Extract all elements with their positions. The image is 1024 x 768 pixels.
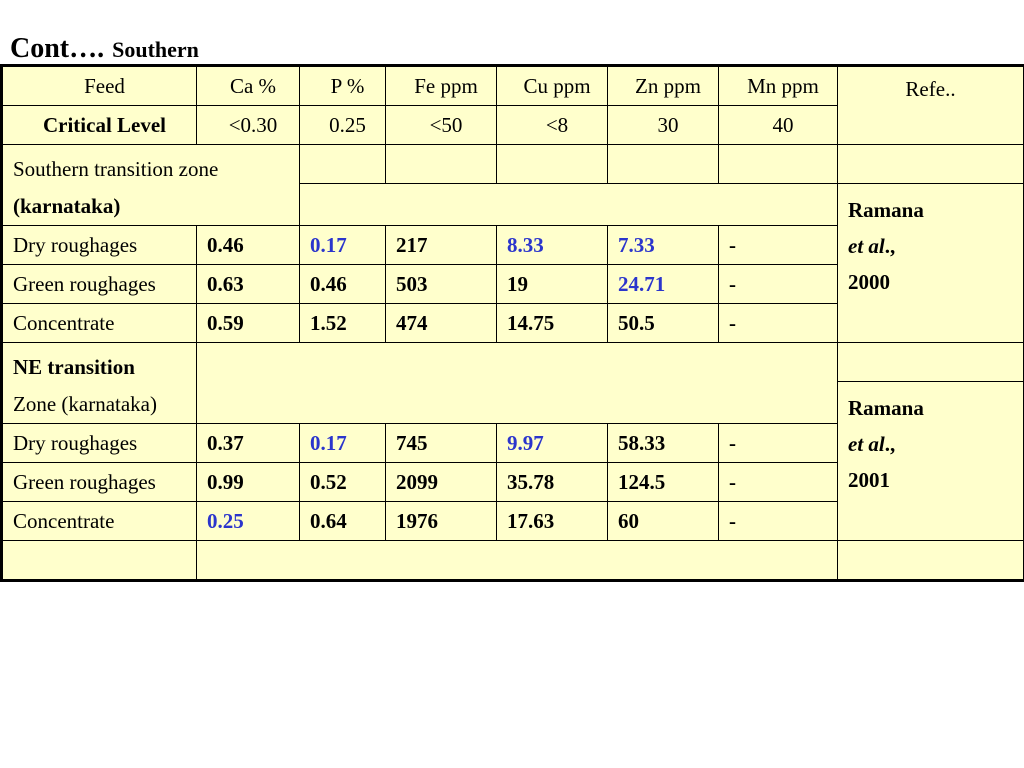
empty-cell	[2, 541, 197, 581]
ca-value: 0.99	[197, 463, 300, 502]
p-value: 0.46	[300, 265, 386, 304]
reference-year: 2001	[848, 468, 890, 492]
header-ca: Ca %	[197, 66, 300, 106]
reference-suffix: .,	[884, 234, 896, 258]
header-zn: Zn ppm	[608, 66, 719, 106]
empty-cell	[497, 145, 608, 184]
p-value: 1.52	[300, 304, 386, 343]
ca-value: 0.59	[197, 304, 300, 343]
header-reference: Refe..	[838, 66, 1024, 145]
reference-year: 2000	[848, 270, 890, 294]
cu-value: 14.75	[497, 304, 608, 343]
fe-value: 745	[386, 424, 497, 463]
header-feed: Feed	[2, 66, 197, 106]
reference-cell	[838, 184, 1024, 343]
fe-value: 217	[386, 226, 497, 265]
mn-value: -	[719, 463, 838, 502]
cu-value: 8.33	[497, 226, 608, 265]
fe-value: 503	[386, 265, 497, 304]
zone-heading-row	[2, 145, 1024, 184]
header-mn: Mn ppm	[719, 66, 838, 106]
critical-level-label: Critical Level	[2, 106, 197, 145]
zn-value: 24.71	[608, 265, 719, 304]
critical-ca: <0.30	[197, 106, 300, 145]
zone-label-line1: NE transition	[13, 355, 135, 379]
mn-value: -	[719, 265, 838, 304]
zone-label-line1: Southern transition zone	[13, 157, 219, 181]
ca-value: 0.37	[197, 424, 300, 463]
feed-name: Green roughages	[2, 463, 197, 502]
slide-title	[10, 30, 199, 63]
reference-cell	[838, 382, 1024, 541]
slide-title-sub: Southern	[112, 37, 199, 62]
reference-etal: et al	[848, 432, 885, 456]
p-value: 0.64	[300, 502, 386, 541]
cu-value: 35.78	[497, 463, 608, 502]
empty-cell	[838, 343, 1024, 382]
mn-value: -	[719, 424, 838, 463]
zone-label	[2, 343, 197, 424]
critical-p: 0.25	[300, 106, 386, 145]
reference-author: Ramana	[848, 198, 924, 222]
zn-value: 7.33	[608, 226, 719, 265]
cu-value: 19	[497, 265, 608, 304]
feed-name: Dry roughages	[2, 226, 197, 265]
empty-cell	[838, 145, 1024, 184]
mn-value: -	[719, 226, 838, 265]
empty-row	[2, 541, 1024, 581]
header-fe: Fe ppm	[386, 66, 497, 106]
fe-value: 474	[386, 304, 497, 343]
zone-heading-row	[2, 343, 1024, 382]
empty-cell	[300, 184, 838, 226]
zn-value: 50.5	[608, 304, 719, 343]
zn-value: 60	[608, 502, 719, 541]
empty-cell	[386, 145, 497, 184]
fe-value: 2099	[386, 463, 497, 502]
empty-cell	[300, 145, 386, 184]
ca-value: 0.25	[197, 502, 300, 541]
p-value: 0.52	[300, 463, 386, 502]
zn-value: 58.33	[608, 424, 719, 463]
zone-label-line2: Zone (karnataka)	[13, 392, 157, 416]
feed-name: Green roughages	[2, 265, 197, 304]
critical-cu: <8	[497, 106, 608, 145]
mn-value: -	[719, 502, 838, 541]
zn-value: 124.5	[608, 463, 719, 502]
empty-cell	[608, 145, 719, 184]
slide-title-main: Cont….	[10, 33, 105, 64]
mn-value: -	[719, 304, 838, 343]
critical-fe: <50	[386, 106, 497, 145]
reference-author: Ramana	[848, 396, 924, 420]
empty-cell	[197, 541, 838, 581]
zone-label-line2: (karnataka)	[13, 194, 121, 218]
empty-cell	[838, 541, 1024, 581]
zone-label	[2, 145, 300, 226]
reference-suffix: .,	[884, 432, 896, 456]
empty-cell	[197, 343, 838, 424]
header-row	[2, 66, 1024, 106]
p-value: 0.17	[300, 226, 386, 265]
header-p: P %	[300, 66, 386, 106]
empty-cell	[719, 145, 838, 184]
reference-etal: et al	[848, 234, 885, 258]
header-cu: Cu ppm	[497, 66, 608, 106]
ca-value: 0.63	[197, 265, 300, 304]
mineral-content-table	[0, 64, 1024, 582]
feed-name: Concentrate	[2, 502, 197, 541]
ca-value: 0.46	[197, 226, 300, 265]
feed-name: Dry roughages	[2, 424, 197, 463]
cu-value: 9.97	[497, 424, 608, 463]
critical-zn: 30	[608, 106, 719, 145]
p-value: 0.17	[300, 424, 386, 463]
critical-mn: 40	[719, 106, 838, 145]
fe-value: 1976	[386, 502, 497, 541]
feed-name: Concentrate	[2, 304, 197, 343]
cu-value: 17.63	[497, 502, 608, 541]
